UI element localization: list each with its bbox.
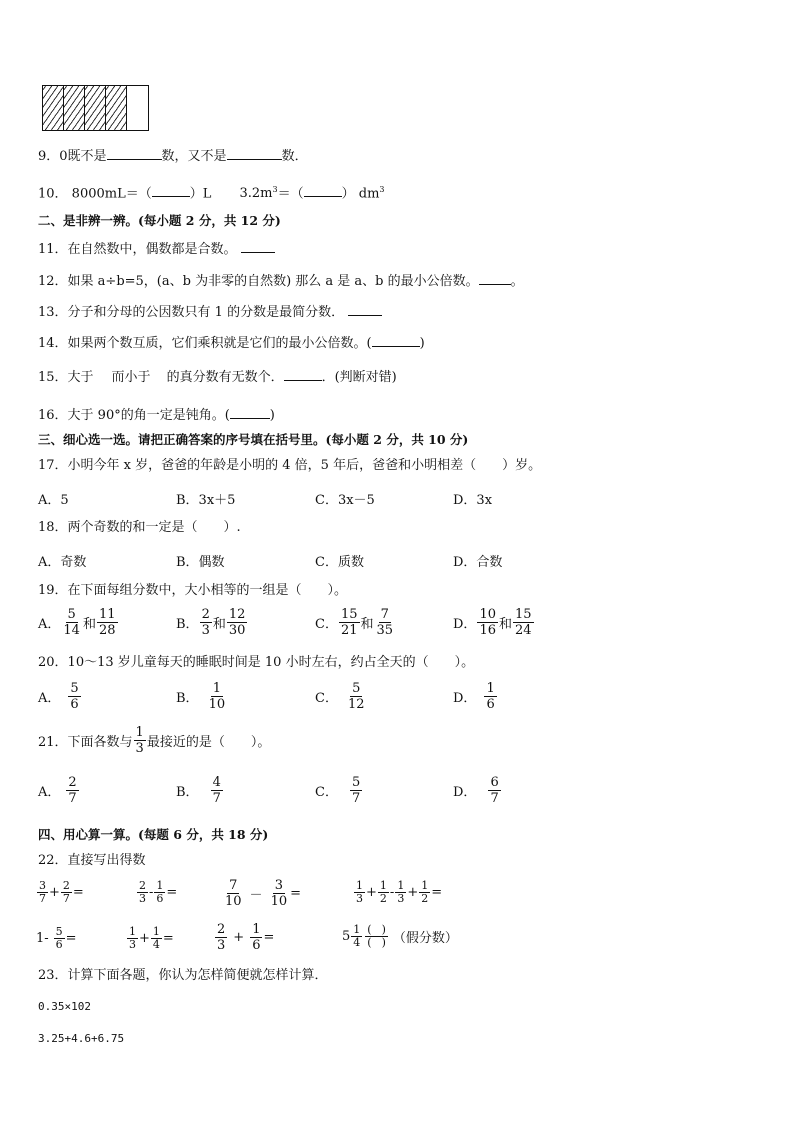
section-4-heading: 四、用心算一算。(每题 6 分，共 18 分) (38, 827, 269, 842)
option-a[interactable]: A．5 (38, 493, 69, 508)
shaded-rectangle-figure (42, 85, 149, 131)
question-16: 16．大于 90°的角一定是钝角。( ) (38, 408, 275, 423)
section-3-heading: 三、细心选一选。请把正确答案的序号填在括号里。(每小题 2 分，共 10 分) (38, 432, 469, 447)
expression-7: $\frac{2}{3}$ + $\frac{1}{6}$ = (217, 922, 275, 953)
question-23: 23．计算下面各题，你认为怎样简便就怎样计算． (38, 968, 328, 983)
shaded-cell (43, 86, 64, 130)
option-b[interactable]: B．偶数 (176, 555, 225, 570)
question-13: 13．分子和分母的公因数只有 1 的分数是最简分数． (38, 303, 382, 321)
option-c[interactable]: C． $\frac{5}{7}$ (315, 775, 361, 806)
question-9: 9．0既不是 数，又不是 数． (38, 149, 308, 164)
option-c[interactable]: C．质数 (315, 555, 364, 570)
expression-5: 1- $\frac{5}{6}$ = (36, 925, 77, 951)
option-a[interactable]: A．奇数 (38, 555, 87, 570)
option-b[interactable]: B． $\frac{4}{7}$ (176, 775, 221, 806)
option-d[interactable]: D． $\frac{1}{6}$ (453, 681, 495, 712)
question-20: 20．10～13 岁儿童每天的睡眠时间是 10 小时左右，约占全天的（ ）。 (38, 655, 475, 670)
blank-cell (127, 86, 147, 130)
option-c[interactable]: C． $\frac{15}{21}$ 和 $\frac{7}{35}$ (315, 607, 394, 638)
question-19: 19．在下面每组分数中，大小相等的一组是（ ）。 (38, 583, 348, 598)
expression-2: $\frac{2}{3}$ - $\frac{1}{6}$ = (139, 879, 178, 905)
answer-blank[interactable] (348, 303, 382, 316)
answer-blank[interactable] (230, 406, 270, 419)
option-d[interactable]: D． $\frac{10}{16}$ 和 $\frac{15}{24}$ (453, 607, 532, 638)
shaded-cell (64, 86, 85, 130)
option-a[interactable]: A． $\frac{5}{14}$ 和 $\frac{11}{28}$ (38, 607, 116, 638)
question-11: 11．在自然数中，偶数都是合数。 (38, 240, 275, 258)
question-10: 10． 8000mL＝（ ）L $3.2m^3=$（ ） $dm^3$ (38, 185, 385, 202)
answer-blank[interactable] (227, 147, 282, 160)
problem-23b: 3.25+4.6+6.75 (38, 1032, 125, 1045)
option-a[interactable]: A． $\frac{5}{6}$ (38, 681, 79, 712)
answer-blank[interactable] (241, 240, 275, 253)
problem-23a: 0.35×102 (38, 1000, 91, 1013)
question-14: 14．如果两个数互质，它们乘积就是它们的最小公倍数。( ) (38, 336, 425, 351)
option-d[interactable]: D．3x (453, 493, 493, 508)
option-b[interactable]: B．3x＋5 (176, 493, 236, 508)
answer-blank[interactable] (107, 147, 162, 160)
shaded-cell (85, 86, 106, 130)
option-c[interactable]: C． $\frac{5}{12}$ (315, 681, 365, 712)
shaded-cell (106, 86, 127, 130)
question-21: 21．下面各数与 $\frac{1}{3}$ 最接近的是（ ）。 (38, 725, 271, 756)
option-c[interactable]: C．3x－5 (315, 493, 375, 508)
question-22: 22．直接写出得数 (38, 853, 146, 868)
expression-3: $\frac{7}{10}$ － $\frac{3}{10}$ = (225, 878, 302, 909)
question-17: 17．小明今年 x 岁，爸爸的年龄是小明的 4 倍，5 年后，爸爸和小明相差（ ）岁。 (38, 458, 542, 473)
question-15: 15．大于 而小于 的真分数有无数个． ．(判断对错) (38, 370, 397, 385)
option-a[interactable]: A． $\frac{2}{7}$ (38, 775, 77, 806)
expression-4: $\frac{1}{3}$ + $\frac{1}{2}$ - $\frac{1}{3}$ + $\frac{1}{2}$ = (356, 879, 443, 905)
answer-blank[interactable] (479, 272, 511, 285)
expression-6: $\frac{1}{3}$ + $\frac{1}{4}$ = (129, 925, 174, 951)
expression-1: $\frac{3}{7}$ + $\frac{2}{7}$ = (39, 879, 84, 905)
question-18: 18．两个奇数的和一定是（ ）. (38, 520, 241, 535)
answer-blank[interactable] (372, 334, 420, 347)
option-b[interactable]: B． $\frac{2}{3}$ 和 $\frac{12}{30}$ (176, 607, 246, 638)
answer-blank[interactable] (304, 184, 342, 197)
option-d[interactable]: D．合数 (453, 555, 503, 570)
question-12: 12．如果 a÷b=5，(a、b 为非零的自然数) 那么 a 是 a、b 的最小公倍数。 。 (38, 274, 524, 289)
answer-blank[interactable] (152, 184, 190, 197)
answer-blank[interactable] (284, 368, 322, 381)
expression-8: 5 $\frac{1}{4}$ $\frac{( )}{( )}$ （假分数） (342, 923, 458, 949)
section-2-heading: 二、是非辨一辨。(每小题 2 分，共 12 分) (38, 213, 281, 228)
option-d[interactable]: D． $\frac{6}{7}$ (453, 775, 499, 806)
option-b[interactable]: B． $\frac{1}{10}$ (176, 681, 226, 712)
